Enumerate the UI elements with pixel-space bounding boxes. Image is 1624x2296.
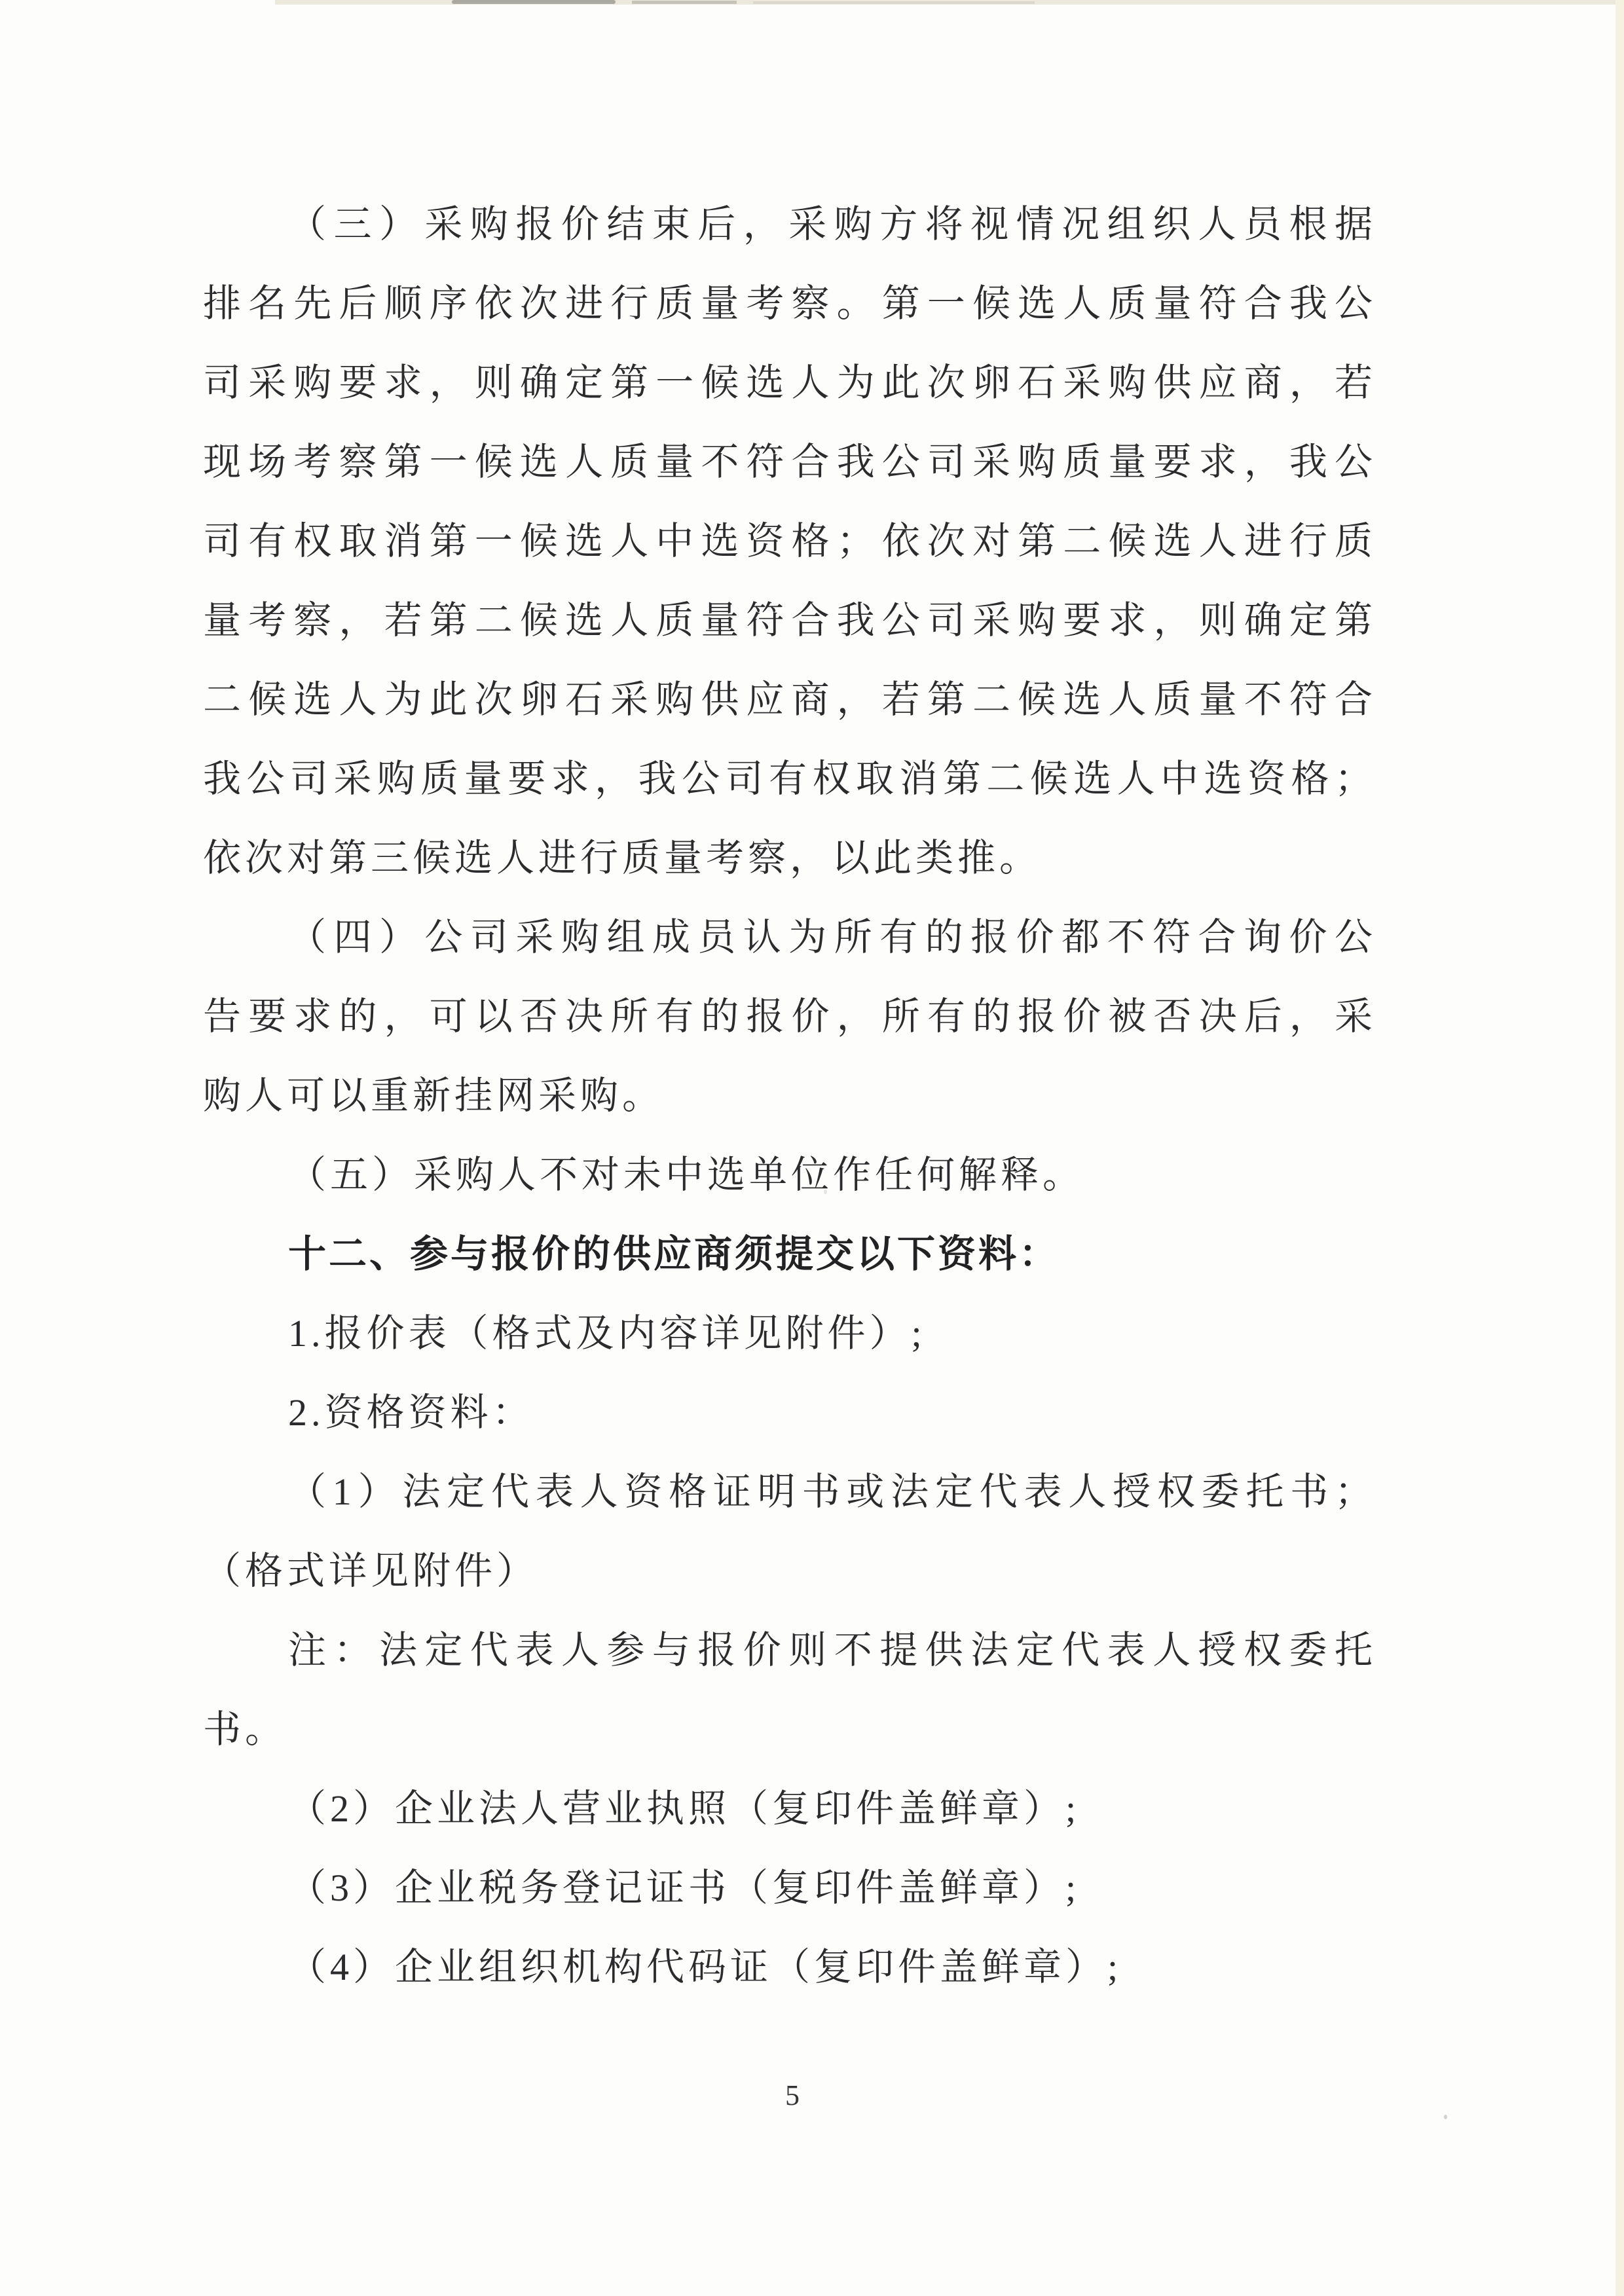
scan-artifact-smudge	[632, 1, 737, 4]
scan-artifact-smudge	[753, 1, 1035, 4]
text-line: （四）公司采购组成员认为所有的报价都不符合询价公	[288, 916, 1376, 958]
scan-artifact-speck	[1444, 2115, 1447, 2119]
text-line: （1）法定代表人资格证明书或法定代表人授权委托书；	[288, 1470, 1376, 1513]
text-line: 依次对第三候选人进行质量考察，以此类推。	[203, 837, 1042, 879]
text-line: 司有权取消第一候选人中选资格；依次对第二候选人进行质	[203, 520, 1376, 562]
scan-artifact-smudge	[452, 0, 616, 4]
text-line: 1.报价表（格式及内容详见附件）;	[288, 1312, 926, 1355]
text-line: 告要求的，可以否决所有的报价，所有的报价被否决后，采	[203, 995, 1376, 1038]
text-line: （格式详见附件）	[203, 1550, 539, 1592]
text-line: 二候选人为此次卵石采购供应商，若第二候选人质量不符合	[203, 678, 1376, 721]
text-line: 我公司采购质量要求，我公司有权取消第二候选人中选资格；	[203, 757, 1376, 800]
text-line: 量考察，若第二候选人质量符合我公司采购要求，则确定第	[203, 599, 1376, 642]
text-line: （五）采购人不对未中选单位作任何解释。	[288, 1154, 1085, 1196]
document-body	[203, 185, 1376, 2007]
text-line: 司采购要求，则确定第一候选人为此次卵石采购供应商，若	[203, 361, 1376, 404]
text-line: 现场考察第一候选人质量不符合我公司采购质量要求，我公	[203, 441, 1376, 483]
text-line: 注：法定代表人参与报价则不提供法定代表人授权委托	[288, 1629, 1376, 1671]
text-line: 十二、参与报价的供应商须提交以下资料：	[288, 1233, 1060, 1275]
text-line: （三）采购报价结束后，采购方将视情况组织人员根据	[288, 203, 1376, 246]
text-line: 2.资格资料：	[288, 1391, 534, 1434]
page-number: 5	[785, 2079, 800, 2111]
text-line: 购人可以重新挂网采购。	[203, 1074, 665, 1117]
text-line: （4）企业组织机构代码证（复印件盖鲜章）;	[288, 1946, 1122, 1988]
scan-artifact-right-strip	[1615, 0, 1624, 2296]
text-line: （2）企业法人营业执照（复印件盖鲜章）;	[288, 1787, 1080, 1830]
text-line: （3）企业税务登记证书（复印件盖鲜章）;	[288, 1867, 1080, 1909]
text-line: 书。	[203, 1708, 287, 1751]
text-line: 排名先后顺序依次进行质量考察。第一候选人质量符合我公	[203, 282, 1376, 325]
